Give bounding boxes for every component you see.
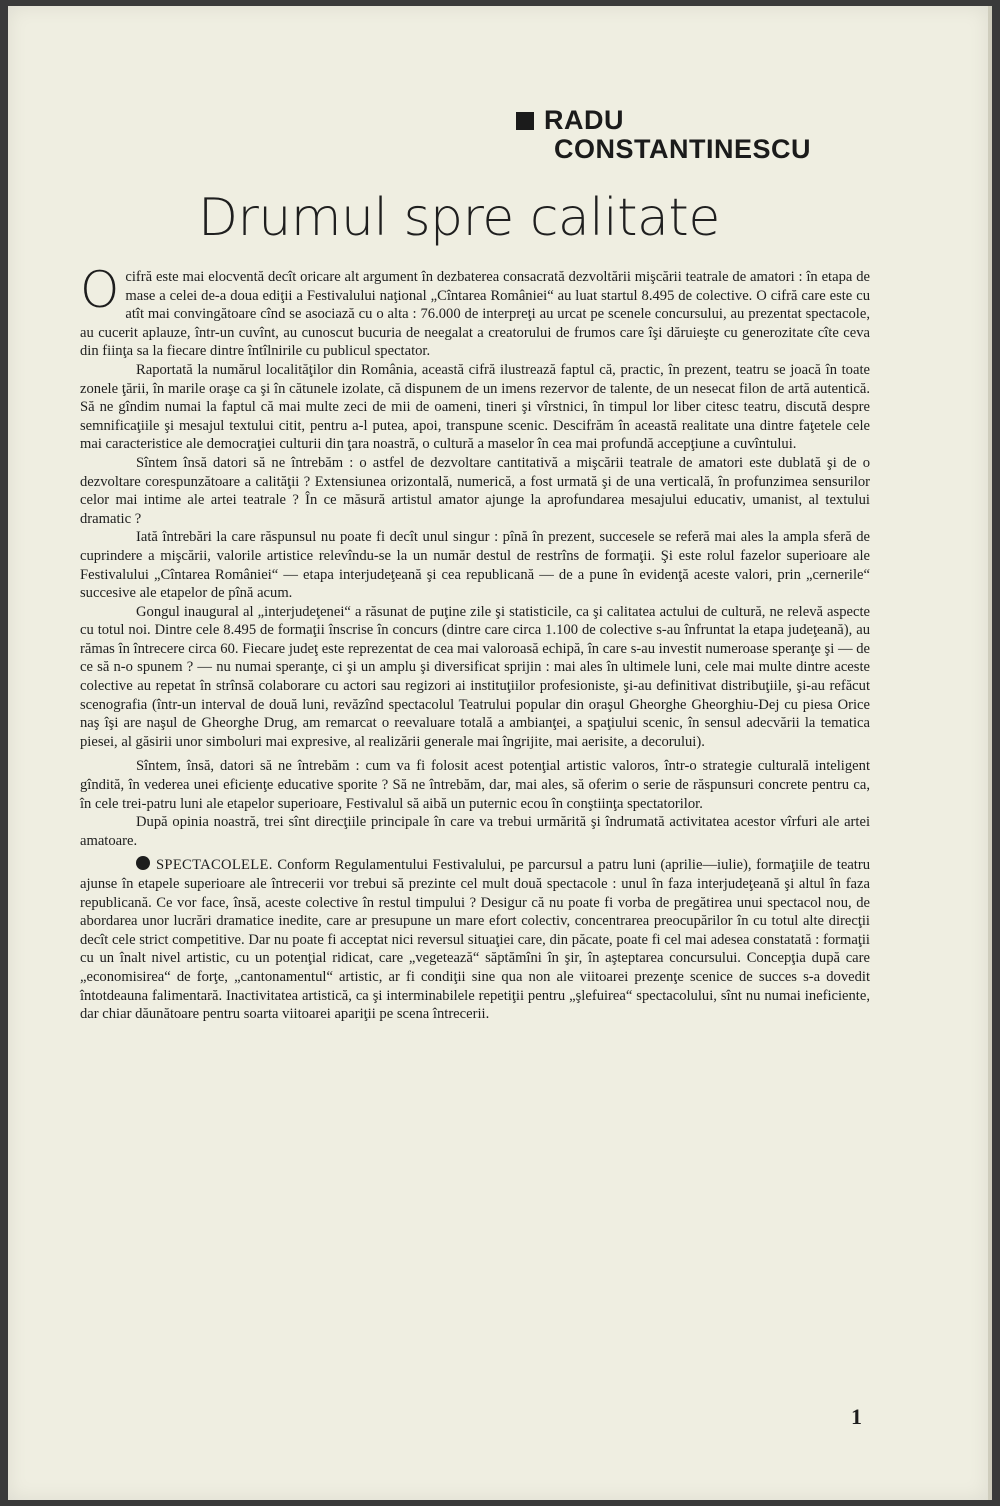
square-bullet-icon — [516, 112, 534, 130]
paragraph-5: Gongul inaugural al „interjudeţenei“ a răsunat de puţine zile şi statisticile, ca şi calitatea actului de cultură, ne relevă aspecte cu totul noi. Dintre cele 8.495 de formaţii înscrise în concurs (dintre care circa 1.100 de colective s-au înfruntat la etapa judeţeană), au rămas în întrecere circa 60. Fiecare judeţ este reprezentat de cea mai valoroasă echipă, în care s-au investit numeroase speranţe şi — de ce să n-o spunem ? — nu numai speranţe, ci şi un amplu şi diversificat sprijin : mai ales în ultimele luni, cele mai multe dintre aceste colective au repetat în strînsă colaborare cu actori sau regizori ai instituţiilor profesioniste, şi-au definitivat distribuţiile, şi-au refăcut scenografia (într-un interval de două luni, revăzînd spectacolul Teatrului popular din oraşul Gheorghe Gheorghiu-Dej cu piesa Orice naş îşi are naşul de Gheorghe Drug, am remarcat o reevaluare totală a ambianţei, a spaţiului scenic, în sensul adecvării la tematica piesei, al găsirii unor simboluri mai expresive, al realizării generale mai îngrijite, mai aerisite, a decorului). — [80, 603, 870, 750]
article-title: Drumul spre calitate — [198, 188, 720, 248]
author-last-name: CONSTANTINESCU — [554, 134, 812, 164]
paragraph-6: Sîntem, însă, datori să ne întrebăm : cum va fi folosit acest potenţial artistic valoros, într-o strategie culturală inteligent gîndită, în vederea unei eficienţe educative sporite ? Să ne întrebăm, dar, mai ales, să oferim o serie de răspunsuri concrete pentru ca, în cele trei-patru luni ale etapelor superioare, Festivalul să aibă un puternic ecou în conştiinţa spectatorilor. — [80, 758, 870, 812]
page-number: 1 — [851, 1404, 862, 1429]
paragraph-7: După opinia noastră, trei sînt direcţiile principale în care va trebui urmărită şi îndrumată activitatea acestor vîrfuri ale artei amatoare. — [80, 814, 870, 849]
drop-cap: O — [80, 261, 120, 319]
author-byline — [516, 106, 811, 164]
author-first-name: RADU — [544, 105, 624, 135]
paragraph-8 — [80, 856, 870, 1023]
magazine-page — [8, 6, 992, 1500]
round-bullet-icon — [136, 856, 150, 870]
paragraph-4: Iată întrebări la care răspunsul nu poate fi decît unul singur : pînă în prezent, succesele se referă mai ales la ampla sferă de cuprindere a mişcării, valorile artistice relevîndu-se la un număr destul de restrîns de formaţii. Şi este rolul fazelor superioare ale Festivalului „Cîntarea României“ — etapa interjudeţeană şi cea republicană — de a pune în evidenţă aceste valori, prin „cernerile“ succesive ale etapelor de pînă acum. — [80, 529, 870, 602]
paragraph-3: Sîntem însă datori să ne întrebăm : o astfel de dezvoltare cantitativă a mişcării teatrale de amatori este dublată şi de o dezvoltare corespunzătoare a calităţii ? Extensiunea orizontală, numerică, a fost urmată şi de una verticală, în profunzimea sensurilor celor mai intime ale artei teatrale ? În ce măsură artistul amator ajunge la aprofundarea mesajului educativ, umanist, al textului dramatic ? — [80, 454, 870, 527]
paragraph-1-text: cifră este mai elocventă decît oricare alt argument în dezbaterea consacrată dezvoltării mişcării teatrale de amatori : în etapa de mase a celei de-a doua ediţii a Festivalului naţional „Cîntarea României“ au luat startul 8.495 de colective. O cifră care este cu atît mai convingătoare cînd se asociază cu o alta : 76.000 de interpreţi au urcat pe scenele concursului, au prezentat spectacole, au cucerit aplauze, într-un cuvînt, au cunoscut bucuria de neegalat a creatorului de frumos care îşi dăruieşte cu generozitate cîte ceva din fiinţa sa la fiecare dintre întîlnirile cu publicul spectator. — [80, 269, 870, 360]
paragraph-2: Raportată la numărul localităţilor din România, această cifră ilustrează faptul că, practic, în prezent, teatru se joacă în toate zonele ţării, în marile oraşe ca şi în cătunele izolate, că dispunem de un imens rezervor de talente, de un nesecat filon de artă autentică. Să ne gîndim numai la faptul că mai multe zeci de mii de oameni, tineri şi vîrstnici, în timpul lor liber citesc teatru, discută despre semnificaţiile şi mesajul textului citit, pentru a-l putea, apoi, transpune scenic. Descifrăm în această realitate una dintre faţetele cele mai caracteristice ale democraţiei culturii din ţara noastră, o cultură a maselor în cea mai profundă accepţiune a cuvîntului. — [80, 361, 870, 453]
section-heading: SPECTACOLELE. — [156, 857, 273, 874]
paragraph-8-text: Conform Regulamentului Festivalului, pe parcursul a patru luni (aprilie—iulie), formaţiile de teatru ajunse în etapele superioare ale întrecerii vor trebui să prezinte cel mult două spectacole : unul în faza interjudeţeană şi altul în faza republicană. Ce vor face, însă, aceste colective în restul timpului ? Desigur că nu poate fi vorba de pregătirea unui spectacol nou, de abordarea unor lucrări dramatice inedite, care ar presupune un mare efort colectiv, concentrarea preocupărilor în cu totul alte direcţii decît cele strict competitive. Dar nu poate fi acceptat nici reversul situaţiei care, din păcate, poate fi cel mai adesea constatată : formaţii cu un înalt nivel artistic, cu un potenţial ridicat, care „vegetează“ săptămîni în şir, în aşteptarea concursului. Concepţia după care „economisirea“ de forţe, „cantonamentul“ artistic, ar fi condiţii sine qua non ale viitoarei prezenţe scenice de succes s-a dovedit întotdeauna falimentară. Inactivitatea artistică, ca şi interminabilele repetiţii pentru „şlefuirea“ spectacolului, sînt nu numai ineficiente, dar chiar dăunătoare pentru soarta viitoarei apariţii pe scena întrecerii. — [80, 857, 871, 1023]
paragraph-1 — [80, 261, 870, 361]
article-body — [80, 261, 871, 1024]
